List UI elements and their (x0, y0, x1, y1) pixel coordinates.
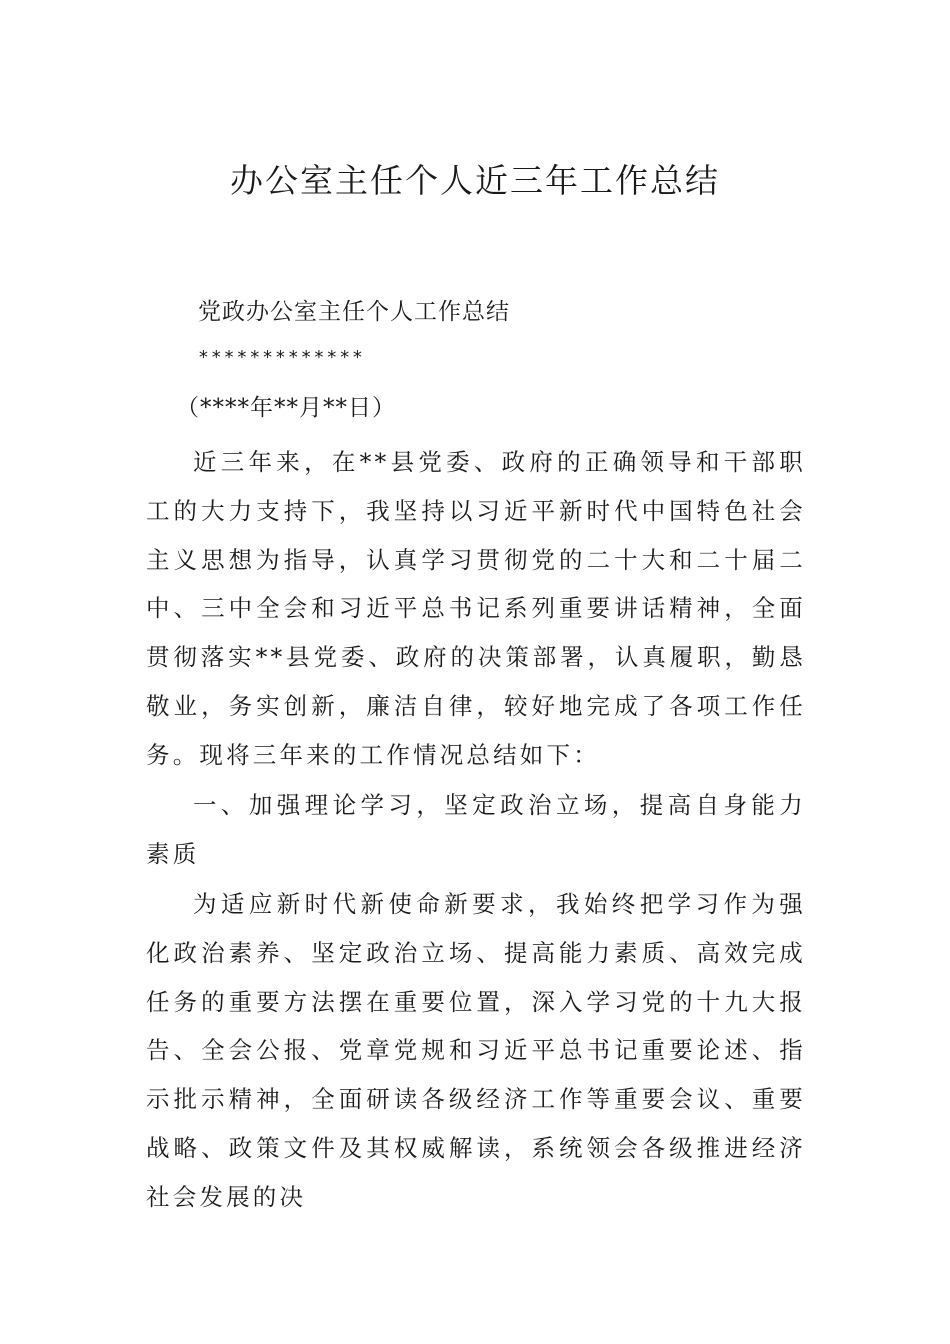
paragraph-section-1: 为适应新时代新使命新要求，我始终把学习作为强化政治素养、坚定政治立场、提高能力素质、高效完成任务的重要方法摆在重要位置，深入学习党的十九大报告、全会公报、党章党规和习近平总书记重要论述、指示批示精神，全面研读各级经济工作等重要会议、重要战略、政策文件及其权威解读，系统领会各级推进经济社会发展的决 (146, 890, 806, 1211)
section-heading-1: 一、加强理论学习，坚定政治立场，提高自身能力素质 (146, 791, 806, 868)
paragraph-intro: 近三年来，在**县党委、政府的正确领导和干部职工的大力支持下，我坚持以习近平新时代中国特色社会主义思想为指导，认真学习贯彻党的二十大和二十届二中、三中全会和习近平总书记系列重要讲话精神，全面贯彻落实**县党委、政府的决策部署，认真履职，勤恳敬业，务实创新，廉洁自律，较好地完成了各项工作任务。现将三年来的工作情况总结如下： (146, 448, 806, 769)
document-subtitle: 党政办公室主任个人工作总结 (198, 299, 510, 325)
document-title: 办公室主任个人近三年工作总结 (230, 161, 720, 200)
author-mask: ************* (198, 347, 365, 368)
document-date: （****年**月**日） (176, 395, 396, 421)
